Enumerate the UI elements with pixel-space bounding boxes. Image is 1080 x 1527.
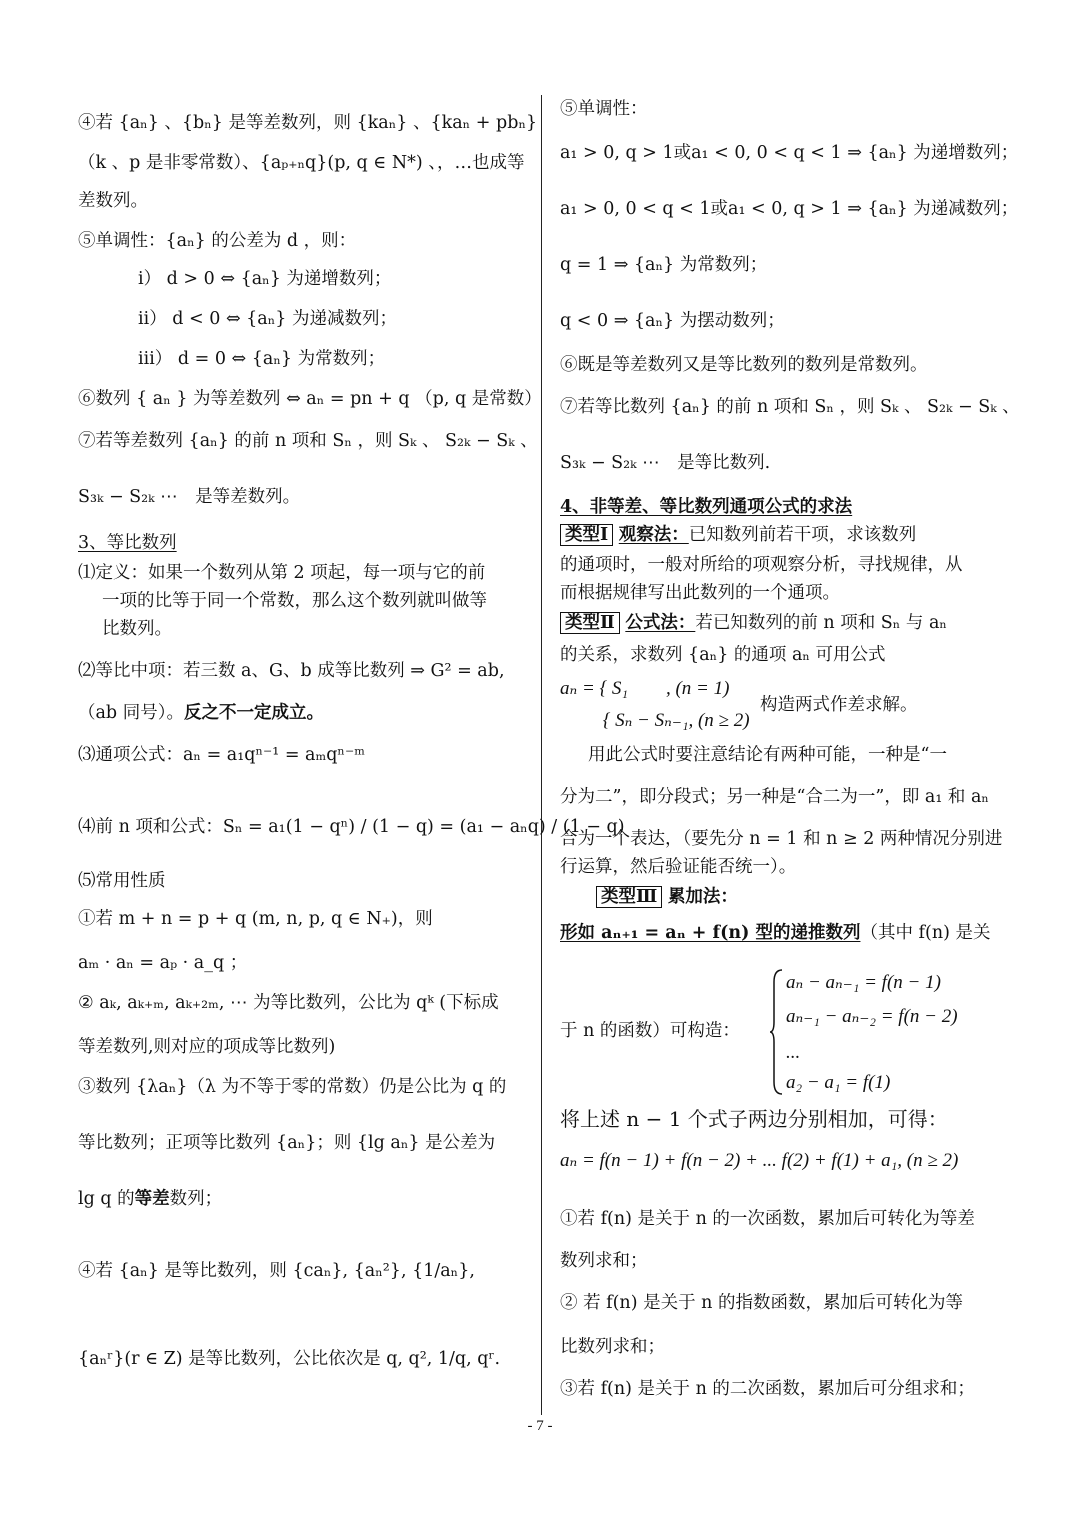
text-line [560,522,1006,548]
text-line: 分为二”，即分段式；另一种是“合二为一”，即 a₁ 和 aₙ [560,787,989,807]
text-line: ③数列 {λaₙ}（λ 为不等于零的常数）仍是公比为 q 的 [78,1077,507,1097]
text-line [560,610,1006,636]
text-line: 行运算，然后验证能否统一）。 [560,857,797,877]
type-label: 类型Ⅱ [560,612,620,634]
text-line: 一项的比等于同一个常数，那么这个数列就叫做等 [102,591,487,611]
text-line: 而根据规律写出此数列的一个通项。 [560,583,840,603]
method-label: 观察法： [618,525,689,545]
text-line: ③若 f(n) 是关于 n 的二次函数，累加后可分组求和； [560,1379,975,1399]
text-line: 比数列求和； [560,1337,665,1357]
text-line: ⑤单调性：{aₙ} 的公差为 d ，则： [78,231,357,251]
text-line: ⅲ） d = 0 ⇔ {aₙ} 为常数列； [138,349,386,369]
text-line: a₁ > 0, 0 < q < 1或a₁ < 0, q > 1 ⇒ {aₙ} 为递减数列； [560,199,1019,219]
formula-line: ... [786,1042,801,1063]
text-span: （其中 f(n) 是关 [860,923,991,943]
type-label: 类型Ⅲ [596,886,662,908]
text-span: 已知数列前若干项，求该数列 [688,525,917,545]
text-span: lg q 的 [78,1189,135,1209]
text-line: ⑦若等差数列 {aₙ} 的前 n 项和 Sₙ ，则 Sₖ 、 S₂ₖ − Sₖ 、 [78,431,538,451]
text-line: 合为一个表达，（要先分 n = 1 和 n ≥ 2 两种情况分别进 [560,829,1003,849]
text-line: ⅰ） d > 0 ⇔ {aₙ} 为递增数列； [138,269,392,289]
text-line: 等差数列,则对应的项成等比数列) [78,1037,336,1057]
formula-line: aₙ₋₁ − aₙ₋₂ = f(n − 2) [786,1006,958,1027]
page-number: - 7 - [527,1418,553,1434]
text-line: ⑶通项公式：aₙ = a₁qⁿ⁻¹ = aₘqⁿ⁻ᵐ [78,745,365,765]
text-line: 用此公式时要注意结论有两种可能，一种是“一 [588,745,947,765]
text-line: S₃ₖ − S₂ₖ ⋯ 是等差数列。 [78,487,301,507]
text-line: ② 若 f(n) 是关于 n 的指数函数，累加后可转化为等 [560,1293,963,1313]
text-line: ④若 {aₙ} 是等比数列，则 {caₙ}, {aₙ²}, {1/aₙ}, [78,1261,475,1281]
bold-span: 形如 aₙ₊₁ = aₙ + f(n) 型的递推数列 [560,923,861,943]
formula-line: { Sₙ − Sₙ₋₁, (n ≥ 2) [560,710,750,731]
formula-line: aₙ − aₙ₋₁ = f(n − 1) [786,972,941,993]
text-line: 的通项时，一般对所给的项观察分析，寻找规律，从 [560,555,963,575]
text-line: ④若 {aₙ} 、{bₙ} 是等差数列，则 {kaₙ} 、{kaₙ + pbₙ} [78,113,538,133]
system-brace-icon [770,968,784,1096]
text-line: 等比数列；正项等比数列 {aₙ}；则 {lg aₙ} 是公差为 [78,1133,496,1153]
text-line: q < 0 ⇒ {aₙ} 为摆动数列； [560,311,785,331]
text-line: ⑴定义：如果一个数列从第 2 项起，每一项与它的前 [78,563,486,583]
text-line: 数列求和； [560,1251,648,1271]
text-line: ⑥数列 { aₙ } 为等差数列 ⇔ aₙ = pn + q （p, q 是常数） [78,389,542,409]
text-line: ①若 f(n) 是关于 n 的一次函数，累加后可转化为等差 [560,1209,975,1229]
text-line: q = 1 ⇒ {aₙ} 为常数列； [560,255,768,275]
text-line: ⑵等比中项：若三数 a、G、b 成等比数列 ⇒ G² = ab, [78,661,505,681]
type-label: 类型Ⅰ [560,524,613,546]
text-line: ⑤单调性： [560,99,648,119]
text-line [560,920,1006,946]
method-label: 公式法： [625,613,696,633]
text-span: 数列； [169,1189,223,1209]
text-line: 将上述 n − 1 个式子两边分别相加，可得： [560,1107,948,1131]
text-line: 比数列。 [102,619,172,639]
text-line: ⑷前 n 项和公式：Sₙ = a₁(1 − qⁿ) / (1 − q) = (a₁ − aₙq) / (1 − q) [78,817,625,837]
text-line: ⅱ） d < 0 ⇔ {aₙ} 为递减数列； [138,309,398,329]
text-line: ⑸常用性质 [78,871,166,891]
method-label: 累加法： [667,887,738,907]
text-line: ② aₖ, aₖ₊ₘ, aₖ₊₂ₘ, ⋯ 为等比数列，公比为 qᵏ (下标成 [78,993,499,1013]
text-line: aₘ · aₙ = aₚ · a_q ； [78,953,248,973]
text-line: ⑦若等比数列 {aₙ} 的前 n 项和 Sₙ ，则 Sₖ 、 S₂ₖ − Sₖ 、 [560,397,1020,417]
text-line: S₃ₖ − S₂ₖ ⋯ 是等比数列. [560,453,771,473]
formula-line: aₙ = f(n − 1) + f(n − 2) + ... f(2) + f(1) + a₁, (n ≥ 2) [560,1150,959,1171]
text-line: （k 、p 是非零常数）、{aₚ₊ₙq}(p, q ∈ N*) 、，…也成等 [78,153,525,173]
text-line: 构造两式作差求解。 [760,695,918,715]
text-line: a₁ > 0, q > 1或a₁ < 0, 0 < q < 1 ⇒ {aₙ} 为递增数列； [560,143,1019,163]
text-line: {aₙʳ}(r ∈ Z) 是等比数列，公比依次是 q, q², 1/q, qʳ. [78,1349,501,1369]
text-line [596,884,1006,910]
text-line: 于 n 的函数）可构造： [560,1021,740,1041]
text-span: 若已知数列的前 n 项和 Sₙ 与 aₙ [695,613,947,633]
formula-line: aₙ = { S₁ , (n = 1) [560,678,730,699]
formula-line: a₂ − a₁ = f(1) [786,1072,891,1093]
text-line: ①若 m + n = p + q (m, n, p, q ∈ N₊)，则 [78,909,433,929]
section-heading: 4、非等差、等比数列通项公式的求法 [560,497,853,517]
text-line: ⑥既是等差数列又是等比数列的数列是常数列。 [560,355,928,375]
text-line: 的关系，求数列 {aₙ} 的通项 aₙ 可用公式 [560,645,886,665]
section-heading: 3、等比数列 [78,533,177,553]
text-span: （ab 同号）。 [78,703,184,723]
bold-span: 反之不一定成立。 [183,703,324,723]
text-line: 差数列。 [78,191,148,211]
bold-span: 等差 [134,1189,170,1209]
text-line [78,1186,530,1212]
text-line [78,700,530,726]
column-divider [541,95,542,1415]
